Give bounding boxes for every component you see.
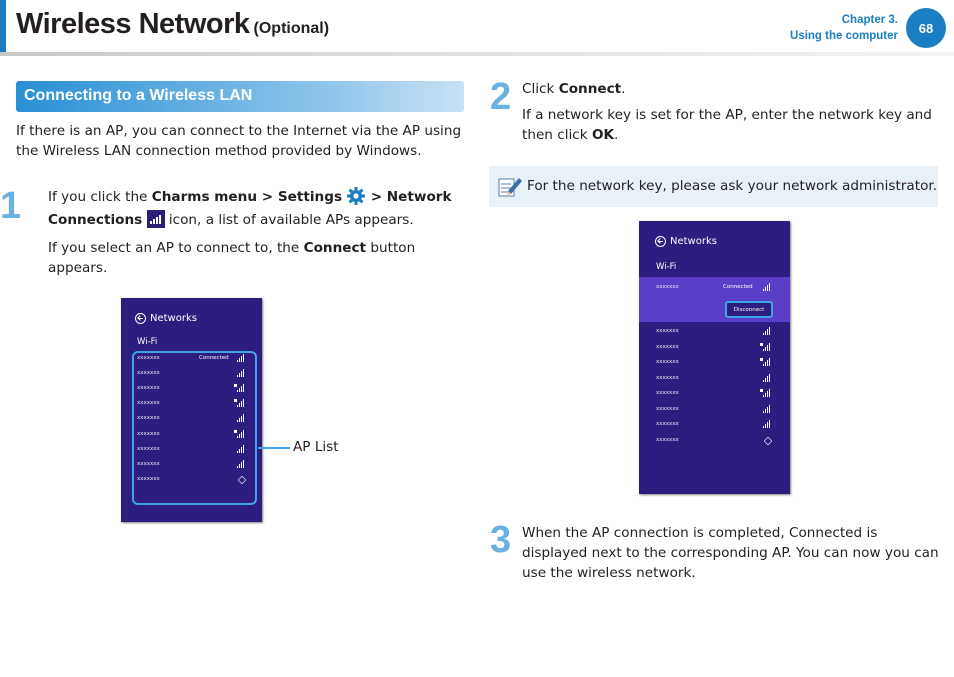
- signal-strength-icon: [763, 374, 771, 382]
- step-3-number: 3: [490, 519, 512, 561]
- settings-gear-icon: [346, 186, 366, 206]
- step-2-text-d: .: [614, 127, 619, 143]
- connected-status: Connected: [199, 355, 229, 361]
- page-title-text: Wireless Network: [16, 8, 250, 40]
- intro-paragraph: [16, 121, 461, 161]
- step-1-network: > Network: [370, 189, 452, 205]
- networks-heading-text: Networks: [150, 313, 197, 324]
- ap-name: xxxxxxx: [656, 343, 679, 350]
- wifi-label-right: Wi-Fi: [656, 262, 677, 272]
- step-1-text: [48, 186, 458, 278]
- ap-list-highlight: [132, 351, 257, 505]
- ap-list-item[interactable]: [656, 403, 776, 417]
- ap-name: xxxxxxx: [137, 460, 160, 467]
- step-2-line-3: [522, 125, 942, 145]
- ap-name: xxxxxxx: [656, 390, 679, 396]
- step-1-text-c: If you select an AP to connect to, the: [48, 240, 304, 256]
- step-2-text-a: Click: [522, 81, 559, 97]
- step-2-line-1: [522, 79, 942, 105]
- step-3-line-2: displayed next to the corresponding AP. You can now you can: [522, 545, 939, 561]
- ap-list-item[interactable]: [656, 372, 776, 386]
- ap-name: xxxxxxx: [137, 400, 160, 407]
- page-number-badge: 68: [906, 8, 946, 48]
- ap-list-item[interactable]: [656, 325, 776, 339]
- chapter-name: Using the computer: [790, 30, 898, 42]
- page-header: [0, 0, 954, 56]
- note-box: [489, 166, 938, 207]
- step-2-ok: OK: [591, 127, 615, 143]
- page-title: [16, 8, 329, 41]
- ap-name: xxxxxxx: [656, 374, 679, 381]
- ap-name: xxxxxxx: [656, 421, 679, 427]
- ap-name: xxxxxxx: [656, 436, 679, 443]
- step-3-text: [522, 523, 942, 583]
- network-connections-icon: [147, 210, 165, 228]
- step-1-line-2: [48, 210, 458, 238]
- step-3-line-1: When the AP connection is completed, Connected is: [522, 525, 878, 541]
- signal-strength-icon: [763, 283, 771, 291]
- step-1-text-d: button: [366, 240, 416, 256]
- ap-list-item[interactable]: [656, 434, 776, 448]
- chapter-info: [790, 12, 898, 44]
- ap-name: xxxxxxx: [137, 430, 160, 437]
- signal-strength-icon: [763, 327, 771, 335]
- signal-strength-icon: [763, 358, 771, 366]
- signal-strength-icon: [763, 343, 771, 351]
- ap-name: xxxxxxx: [137, 370, 160, 377]
- ap-name: xxxxxxx: [137, 385, 160, 392]
- step-2-text-c: then click: [522, 127, 592, 143]
- networks-heading-text: Networks: [670, 236, 717, 247]
- intro-line-1: If there is an AP, you can connect to the Internet via the AP using: [16, 123, 462, 139]
- networks-heading-left[interactable]: [135, 313, 197, 324]
- ap-name: xxxxxxx: [656, 328, 679, 334]
- ap-name: xxxxxxx: [656, 359, 679, 365]
- step-1-text-b: icon, a list of available APs appears.: [164, 212, 414, 228]
- chapter-number: Chapter 3.: [841, 14, 898, 26]
- ap-list-item[interactable]: [656, 341, 776, 355]
- ap-name: xxxxxxx: [137, 355, 160, 361]
- ap-name: xxxxxxx: [137, 475, 160, 482]
- signal-strength-icon: [763, 389, 771, 397]
- ap-list-item[interactable]: [656, 387, 776, 401]
- step-2-text-b: .: [621, 81, 626, 97]
- network-device-icon: [763, 436, 771, 444]
- step-2-text: [522, 79, 942, 145]
- section-heading-bar: [16, 81, 464, 112]
- back-arrow-icon[interactable]: [135, 313, 146, 324]
- section-title: Connecting to a Wireless LAN: [24, 87, 253, 104]
- step-2-number: 2: [490, 76, 512, 118]
- ap-name: xxxxxxx: [656, 405, 679, 412]
- step-1-connect: Connect: [303, 240, 367, 256]
- ap-name: xxxxxxx: [137, 415, 160, 422]
- page-title-suffix: (Optional): [253, 20, 330, 37]
- ap-list-item[interactable]: [656, 418, 776, 432]
- back-arrow-icon[interactable]: [655, 236, 666, 247]
- step-1-line-1: [48, 186, 458, 210]
- callout-label: AP List: [293, 439, 339, 455]
- intro-line-2: the Wireless LAN connection method provided by Windows.: [16, 143, 422, 159]
- step-1-connections: Connections: [48, 212, 143, 228]
- ap-list-item[interactable]: [656, 356, 776, 370]
- step-1-text-a: If you click the: [48, 189, 152, 205]
- networks-heading-right[interactable]: [655, 236, 717, 247]
- step-2-connect: Connect: [558, 81, 622, 97]
- disconnect-button[interactable]: Disconnect: [725, 301, 773, 318]
- step-1-line-3: [48, 238, 458, 258]
- callout-line: [258, 447, 290, 449]
- ap-name: xxxxxxx: [137, 445, 160, 452]
- ap-name: xxxxxxx: [656, 284, 679, 290]
- step-1-charms-settings: Charms menu > Settings: [151, 189, 343, 205]
- step-3-line-3: use the wireless network.: [522, 565, 696, 581]
- step-1-number: 1: [0, 185, 22, 227]
- note-text: For the network key, please ask your network administrator.: [527, 178, 938, 194]
- header-rule: [0, 52, 954, 56]
- wifi-label-left: Wi-Fi: [137, 337, 158, 347]
- note-pencil-icon: [497, 174, 523, 198]
- ap-list-item[interactable]: [656, 281, 776, 295]
- step-1-line-4: appears.: [48, 260, 108, 276]
- connected-status: Connected: [723, 284, 753, 290]
- signal-strength-icon: [763, 405, 771, 413]
- step-2-line-2: If a network key is set for the AP, enter the network key and: [522, 107, 932, 123]
- signal-strength-icon: [763, 420, 771, 428]
- header-accent: [0, 0, 6, 52]
